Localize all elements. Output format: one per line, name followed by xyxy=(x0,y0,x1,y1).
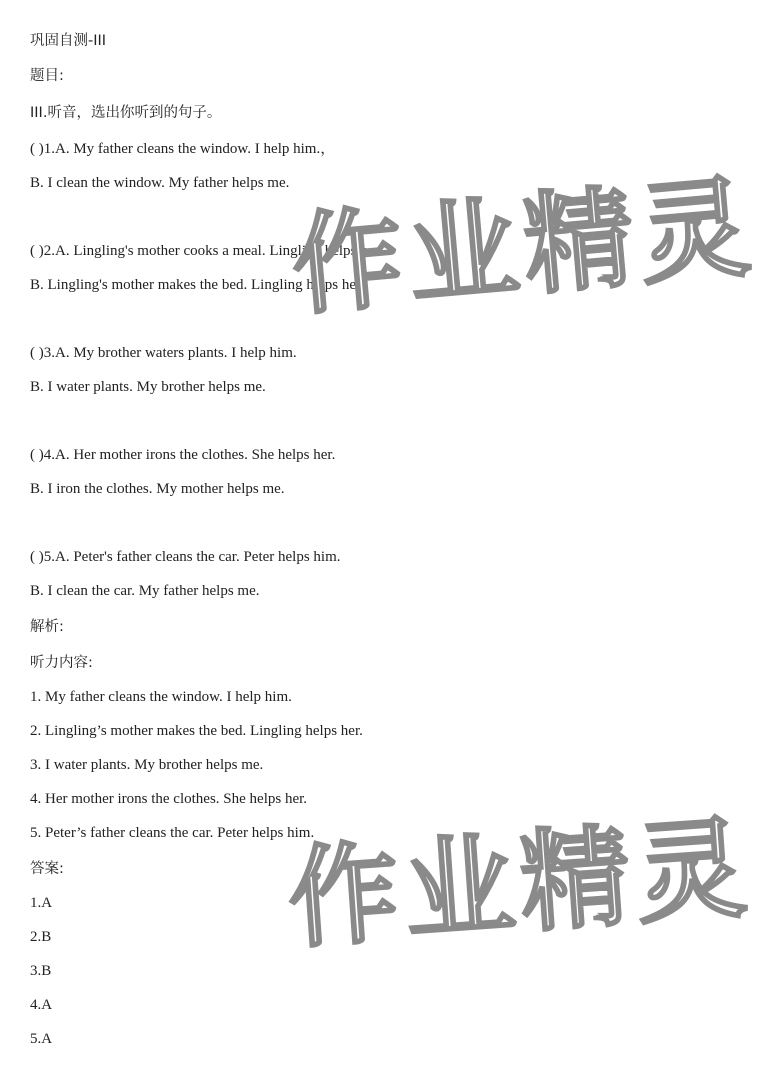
transcript-line-5: 5. Peter’s father cleans the car. Peter helps him. xyxy=(30,825,315,841)
q5-option-b: B. I clean the car. My father helps me. xyxy=(30,583,260,599)
q1-option-b: B. I clean the window. My father helps me. xyxy=(30,175,290,191)
transcript-line-3: 3. I water plants. My brother helps me. xyxy=(30,757,264,773)
q4-option-b: B. I iron the clothes. My mother helps me. xyxy=(30,481,285,497)
instruction: III.听音，选出你听到的句子。 xyxy=(30,105,222,121)
watermark-top: 作业精灵 xyxy=(287,162,761,331)
transcript-line-4: 4. Her mother irons the clothes. She helps her. xyxy=(30,791,308,807)
doc-title: 巩固自测-III xyxy=(30,33,107,49)
answer-2: 2.B xyxy=(30,929,52,945)
transcript-line-2: 2. Lingling’s mother makes the bed. Lingling helps her. xyxy=(30,723,363,739)
analysis-label: 解析: xyxy=(30,619,64,635)
answer-5: 5.A xyxy=(30,1031,53,1047)
q4-option-a: ( )4.A. Her mother irons the clothes. She helps her. xyxy=(30,447,336,463)
question-label: 题目: xyxy=(30,68,64,84)
answers-label: 答案: xyxy=(30,861,64,877)
q1-option-a: ( )1.A. My father cleans the window. I help him.， xyxy=(30,141,336,157)
q2-option-a: ( )2.A. Lingling's mother cooks a meal. Lingling helps her. xyxy=(30,243,383,259)
answer-4: 4.A xyxy=(30,997,53,1013)
q3-option-a: ( )3.A. My brother waters plants. I help him. xyxy=(30,345,297,361)
listening-label: 听力内容: xyxy=(30,655,93,671)
q5-option-a: ( )5.A. Peter's father cleans the car. Peter helps him. xyxy=(30,549,341,565)
q3-option-b: B. I water plants. My brother helps me. xyxy=(30,379,266,395)
transcript-line-1: 1. My father cleans the window. I help him. xyxy=(30,689,292,705)
watermark-bottom: 作业精灵 xyxy=(284,803,757,964)
answer-3: 3.B xyxy=(30,963,52,979)
q2-option-b: B. Lingling's mother makes the bed. Lingling helps her. xyxy=(30,277,364,293)
answer-1: 1.A xyxy=(30,895,53,911)
